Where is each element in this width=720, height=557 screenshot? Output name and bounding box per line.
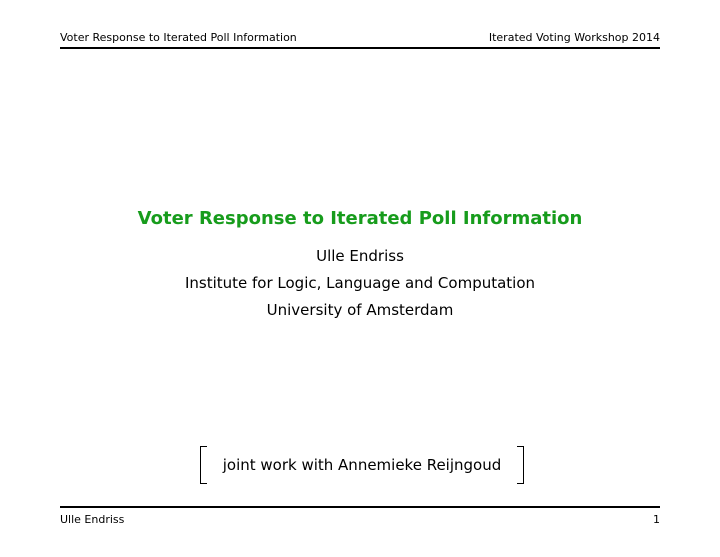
joint-work-text: joint work with Annemieke Reijngoud — [222, 456, 502, 474]
joint-work-box — [200, 446, 524, 484]
footer-author: Ulle Endriss — [60, 513, 125, 526]
university-name: University of Amsterdam — [266, 301, 454, 319]
footer-rule — [60, 506, 660, 508]
right-bracket — [517, 446, 524, 484]
institute-name: Institute for Logic, Language and Computation — [184, 274, 536, 292]
slide-footer — [60, 513, 660, 529]
header-rule — [60, 47, 660, 49]
slide-header — [60, 31, 660, 47]
header-event: Iterated Voting Workshop 2014 — [488, 31, 660, 44]
author-name: Ulle Endriss — [316, 247, 404, 265]
slide-title: Voter Response to Iterated Poll Information — [137, 208, 583, 229]
page-number: 1 — [653, 513, 660, 526]
header-talk-title: Voter Response to Iterated Poll Information — [60, 31, 297, 44]
